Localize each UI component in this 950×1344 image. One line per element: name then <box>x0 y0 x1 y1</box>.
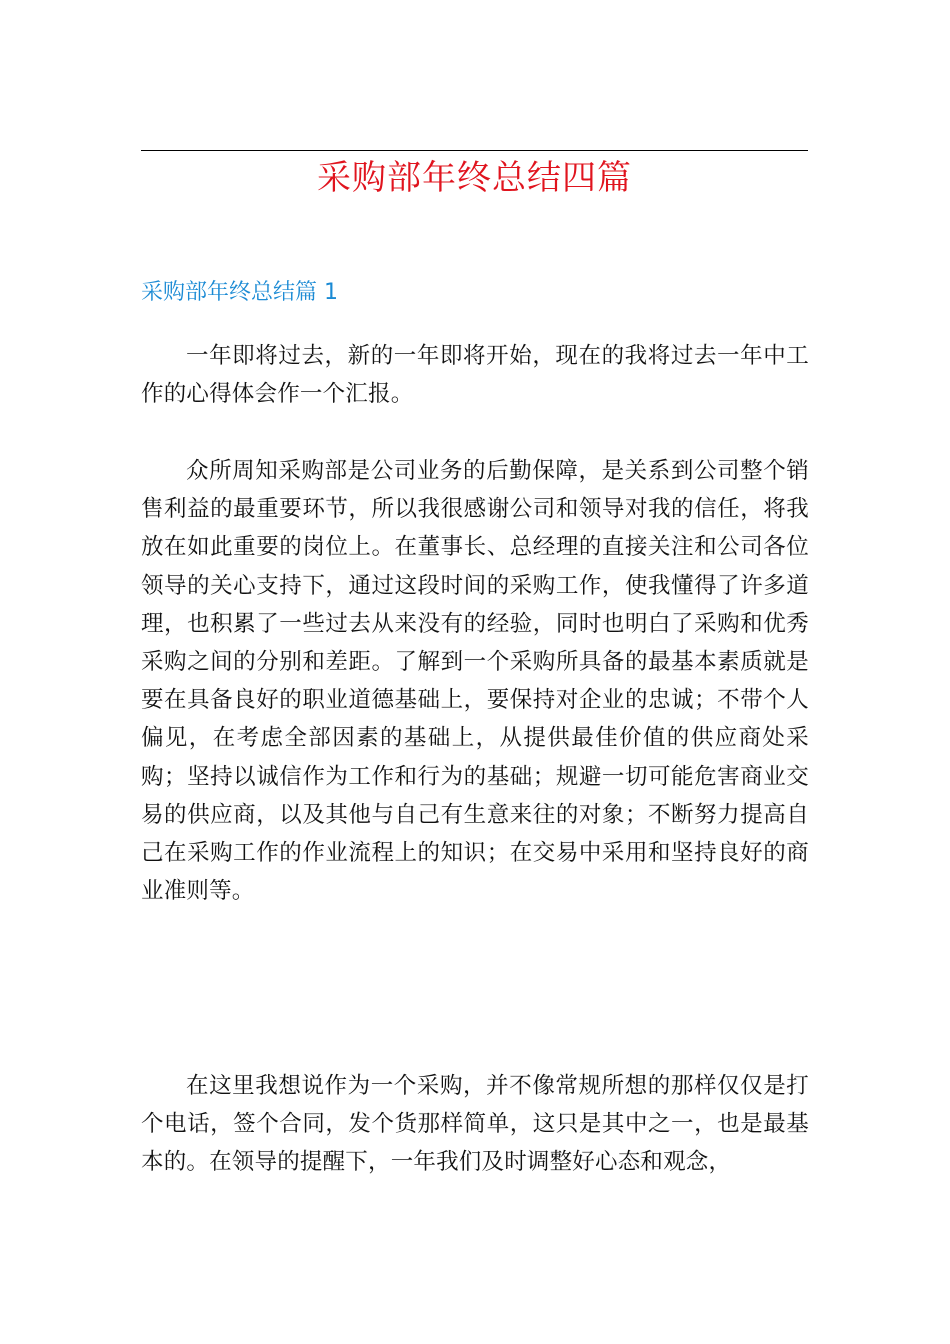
document-title: 采购部年终总结四篇 <box>317 158 632 198</box>
body-paragraph-2: 众所周知采购部是公司业务的后勤保障，是关系到公司整个销售利益的最重要环节，所以我很感谢公司和领导对我的信任，将我放在如此重要的岗位上。在董事长、总经理的直接关注和公司各位领导的关心支持下，通过这段时间的采购工作，使我懂得了许多道理，也积累了一些过去从来没有的经验，同时也明白了采购和优秀采购之间的分别和差距。了解到一个采购所具备的最基本素质就是要在具备良好的职业道德基础上，要保持对企业的忠诚；不带个人偏见，在考虑全部因素的基础上，从提供最佳价值的供应商处采购；坚持以诚信作为工作和行为的基础；规避一切可能危害商业交易的供应商，以及其他与自己有生意来往的对象；不断努力提高自己在采购工作的作业流程上的知识；在交易中采用和坚持良好的商业准则等。 <box>141 458 809 905</box>
header-rule <box>141 150 808 151</box>
section-heading: 采购部年终总结篇 1 <box>141 280 338 305</box>
body-paragraph-3: 在这里我想说作为一个采购，并不像常规所想的那样仅仅是打个电话，签个合同，发个货那样简单，这只是其中之一，也是最基本的。在领导的提醒下，一年我们及时调整好心态和观念， <box>141 1073 809 1176</box>
body-paragraph-1: 一年即将过去，新的一年即将开始，现在的我将过去一年中工作的心得体会作一个汇报。 <box>141 343 809 408</box>
